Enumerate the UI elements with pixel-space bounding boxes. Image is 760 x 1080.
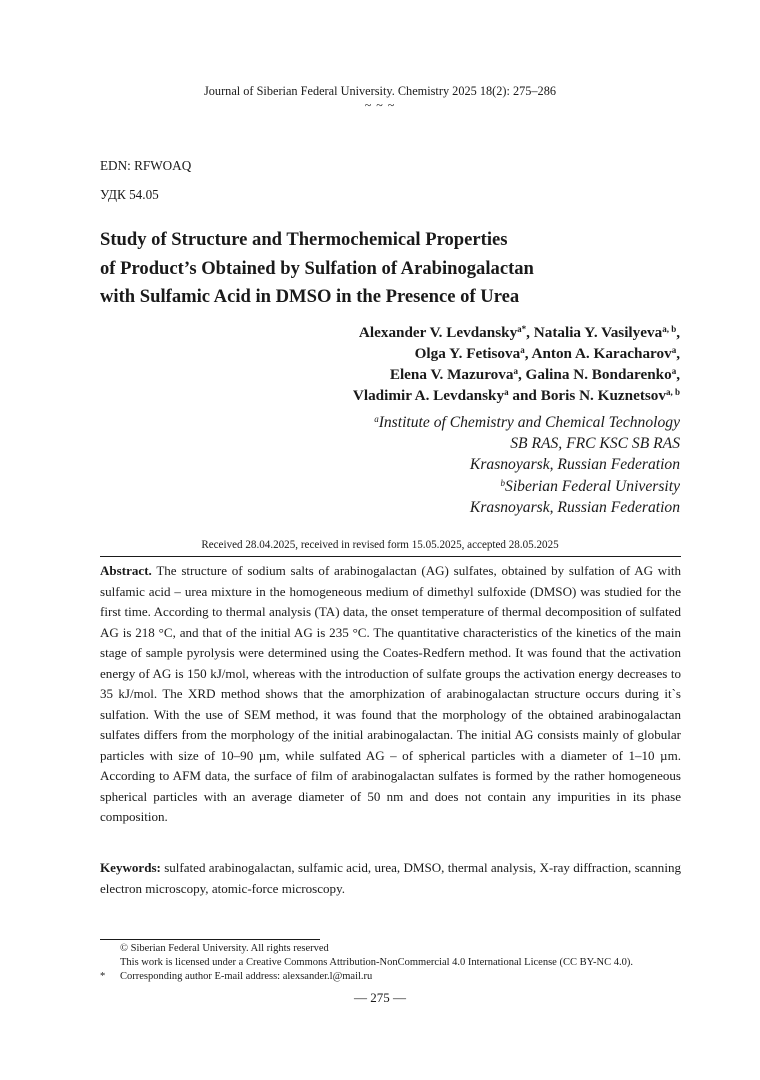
affiliation-line: SB RAS, FRC KSC SB RAS (510, 435, 680, 453)
affiliation-mark: a (374, 414, 379, 424)
author-list (80, 322, 680, 406)
author-affil-mark: a (504, 387, 509, 397)
author-line: Olga Y. Fetisova$^a$, Anton A. Karacharov$^a$, (414, 345, 680, 362)
author-name: Elena V. Mazurova (389, 366, 514, 383)
author-name: Vladimir A. Levdansky (352, 387, 505, 404)
author-name: Anton A. Karacharov (531, 345, 672, 362)
keywords (100, 858, 681, 900)
page-number: — 275 — (354, 990, 406, 1005)
author-line: Elena V. Mazurova$^a$, Galina N. Bondarenko$^a$, (389, 366, 680, 383)
author-affil-mark: a (520, 345, 525, 355)
abstract-text: The structure of sodium salts of arabinogalactan (AG) sulfates, obtained by sulfation of AG with sulfamic acid – urea mixture in the homogeneous medium of dimethyl sulfoxide (DMSO) was studied for the first time. According to thermal analysis (TA) data, the onset temperature of thermal decomposition of sulfated AG is 218 °C, and that of the initial AG is 235 °C. The quantitative characteristics of the kinetics of the main stage of sample pyrolysis were determined using the Coates-Redfern method. It was found that the activation energy of AG is 150 kJ/mol, whereas with the introduction of sulfate groups the activation energy decreases to 35 kJ/mol. The XRD method shows that the amorphization of arabinogalactan structure occurs during it`s sulfation. With the use of SEM method, it was found that the morphology of the obtained arabinogalactan sulfates differs from the morphology of the initial arabinogalactan. The initial AG consists mainly of globular particles with size of 10–90 µm, while sulfated AG – of spherical particles with a diameter of 1–10 µm. According to AFM data, the surface of film of arabinogalactan sulfates is formed by the rather homogeneous spherical particles with an average diameter of 50 nm and does not contain any impurities in its phase composition. (100, 563, 681, 824)
article-title (100, 226, 660, 312)
udk-code: УДК 54.05 (100, 187, 159, 202)
affiliations (80, 412, 680, 518)
author-name: Olga Y. Fetisova (414, 345, 521, 362)
abstract (100, 561, 681, 828)
title-line: of Product’s Obtained by Sulfation of Arabinogalactan (100, 257, 534, 279)
received-dates: Received 28.04.2025, received in revised form 15.05.2025, accepted 28.05.2025 (201, 539, 559, 551)
affiliation-line: $^b$Siberian Federal University (500, 477, 680, 495)
keywords-text: sulfated arabinogalactan, sulfamic acid, urea, DMSO, thermal analysis, X-ray diffraction, scanning electron microscopy, atomic-force microscopy. (100, 860, 681, 896)
author-affil-mark: a (671, 345, 677, 355)
corresponding-note: * Corresponding author E-mail address: alexsander.l@mail.ru (100, 970, 700, 984)
title-line: Study of Structure and Thermochemical Properties (100, 229, 508, 250)
keywords-label: Keywords: (100, 860, 161, 875)
license-note: This work is licensed under a Creative Commons Attribution-NonCommercial 4.0 International License (CC BY-NC 4.0). (120, 957, 633, 969)
author-line: Alexander V. Levdansky$^{a*}$, Natalia Y. Vasilyeva$^{a, b}$, (358, 324, 680, 341)
copyright-note: © Siberian Federal University. All rights reserved (120, 943, 329, 954)
affiliation-mark: b (500, 477, 506, 488)
footnote-divider (100, 939, 320, 940)
header-separator: ~ ~ ~ (364, 98, 396, 112)
title-line: with Sulfamic Acid in DMSO in the Presence of Urea (100, 286, 520, 307)
affiliation-line: Krasnoyarsk, Russian Federation (469, 498, 680, 516)
author-affil-mark: a (671, 366, 677, 376)
author-affil-mark: a (513, 366, 518, 376)
author-name: Alexander V. Levdansky (358, 324, 518, 341)
abstract-label: Abstract. (100, 563, 152, 578)
author-name: Boris N. Kuznetsov (540, 387, 666, 404)
author-affil-mark: a, b (665, 387, 680, 397)
footnotes (100, 942, 700, 985)
abstract-divider (100, 556, 681, 557)
author-name: Natalia Y. Vasilyeva (533, 324, 663, 341)
footnote-mark: * (100, 971, 106, 983)
author-name: Galina N. Bondarenko (525, 366, 672, 383)
affiliation-line: $^a$Institute of Chemistry and Chemical Technology (374, 414, 680, 431)
author-affil-mark: a* (517, 324, 527, 334)
journal-header: Journal of Siberian Federal University. Chemistry 2025 18(2): 275–286 (204, 84, 556, 98)
author-line: Vladimir A. Levdansky$^a$ and Boris N. Kuznetsov$^{a, b}$ (352, 387, 680, 404)
affiliation-line: Krasnoyarsk, Russian Federation (469, 456, 680, 474)
author-affil-mark: a, b (662, 324, 677, 334)
edn-code: EDN: RFWOAQ (100, 158, 192, 173)
